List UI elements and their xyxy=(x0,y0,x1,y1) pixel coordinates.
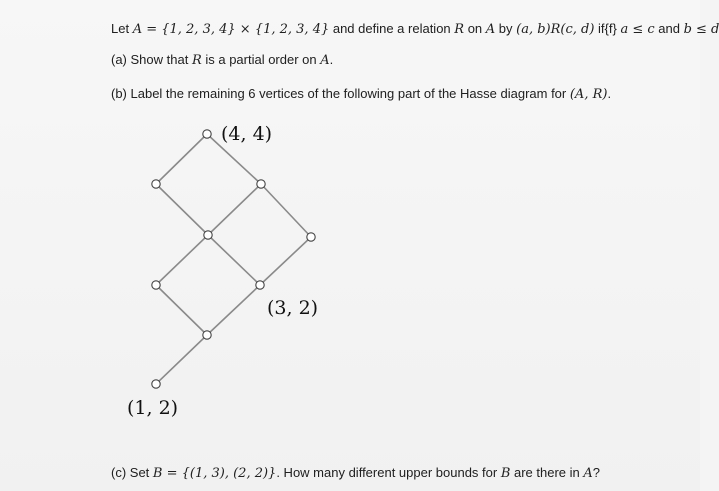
relation-expression: (a, b)R(c, d) xyxy=(516,22,595,37)
vertex-upper-right xyxy=(257,180,265,188)
iff-text: if{f} xyxy=(594,21,621,36)
vertex-top xyxy=(203,130,211,138)
set-b-name: B xyxy=(500,466,511,481)
vertex-middle xyxy=(204,231,212,239)
part-c-prefix: (c) Set xyxy=(111,465,153,480)
part-c-question xyxy=(111,465,600,481)
label-bottom-vertex: (1, 2) xyxy=(127,397,179,419)
edge-mid-lowerleft xyxy=(156,235,208,285)
vertex-far-right xyxy=(307,233,315,241)
part-a-prefix: (a) Show that xyxy=(111,52,192,67)
intro-and-text: and xyxy=(654,21,684,36)
vertex-bottom-middle xyxy=(203,331,211,339)
vertex-lower-right xyxy=(256,281,264,289)
condition-b-le-d: b ≤ d xyxy=(683,22,719,37)
edge-upperright-mid xyxy=(208,184,261,235)
edge-lowerleft-bottommid xyxy=(156,285,207,335)
vertex-lower-left xyxy=(152,281,160,289)
intro-let-text: Let xyxy=(111,21,133,36)
part-b-prefix: (b) Label the remaining 6 vertices of the following part of the Hasse diagram for xyxy=(111,86,570,101)
set-a-definition: A = {1, 2, 3, 4} × {1, 2, 3, 4} xyxy=(132,22,330,37)
edge-upperleft-mid xyxy=(156,184,208,235)
intro-by-text: by xyxy=(495,21,517,36)
part-c-set-a: A xyxy=(583,466,593,481)
edge-mid-lowerright xyxy=(208,235,260,285)
part-a-relation: R xyxy=(191,53,202,68)
edge-top-left xyxy=(156,134,207,184)
label-right-vertex: (3, 2) xyxy=(267,297,319,319)
part-c-suffix: ? xyxy=(592,465,601,480)
intro-on-text: on xyxy=(464,21,486,36)
set-b-definition: B = {(1, 3), (2, 2)} xyxy=(152,466,277,481)
vertex-bottom xyxy=(152,380,160,388)
edge-upperright-farright xyxy=(261,184,311,237)
relation-symbol: R xyxy=(454,22,465,37)
edge-lowerright-bottommid xyxy=(207,285,260,335)
part-b-pair: (A, R) xyxy=(569,87,608,102)
label-top-vertex: (4, 4) xyxy=(221,123,273,145)
edge-farright-lowerright xyxy=(260,237,311,285)
part-c-middle2: are there in xyxy=(510,465,584,480)
set-a-name: A xyxy=(485,22,496,37)
part-a-middle: is a partial order on xyxy=(201,52,321,67)
intro-define-text: and define a relation xyxy=(329,21,455,36)
edge-bottommid-bottom xyxy=(156,335,207,384)
part-b-suffix: . xyxy=(607,86,612,101)
part-c-middle: . How many different upper bounds for xyxy=(276,465,501,480)
vertex-upper-left xyxy=(152,180,160,188)
part-a-suffix: . xyxy=(329,52,334,67)
part-a-set: A xyxy=(320,53,330,68)
condition-a-le-c: a ≤ c xyxy=(620,22,655,37)
